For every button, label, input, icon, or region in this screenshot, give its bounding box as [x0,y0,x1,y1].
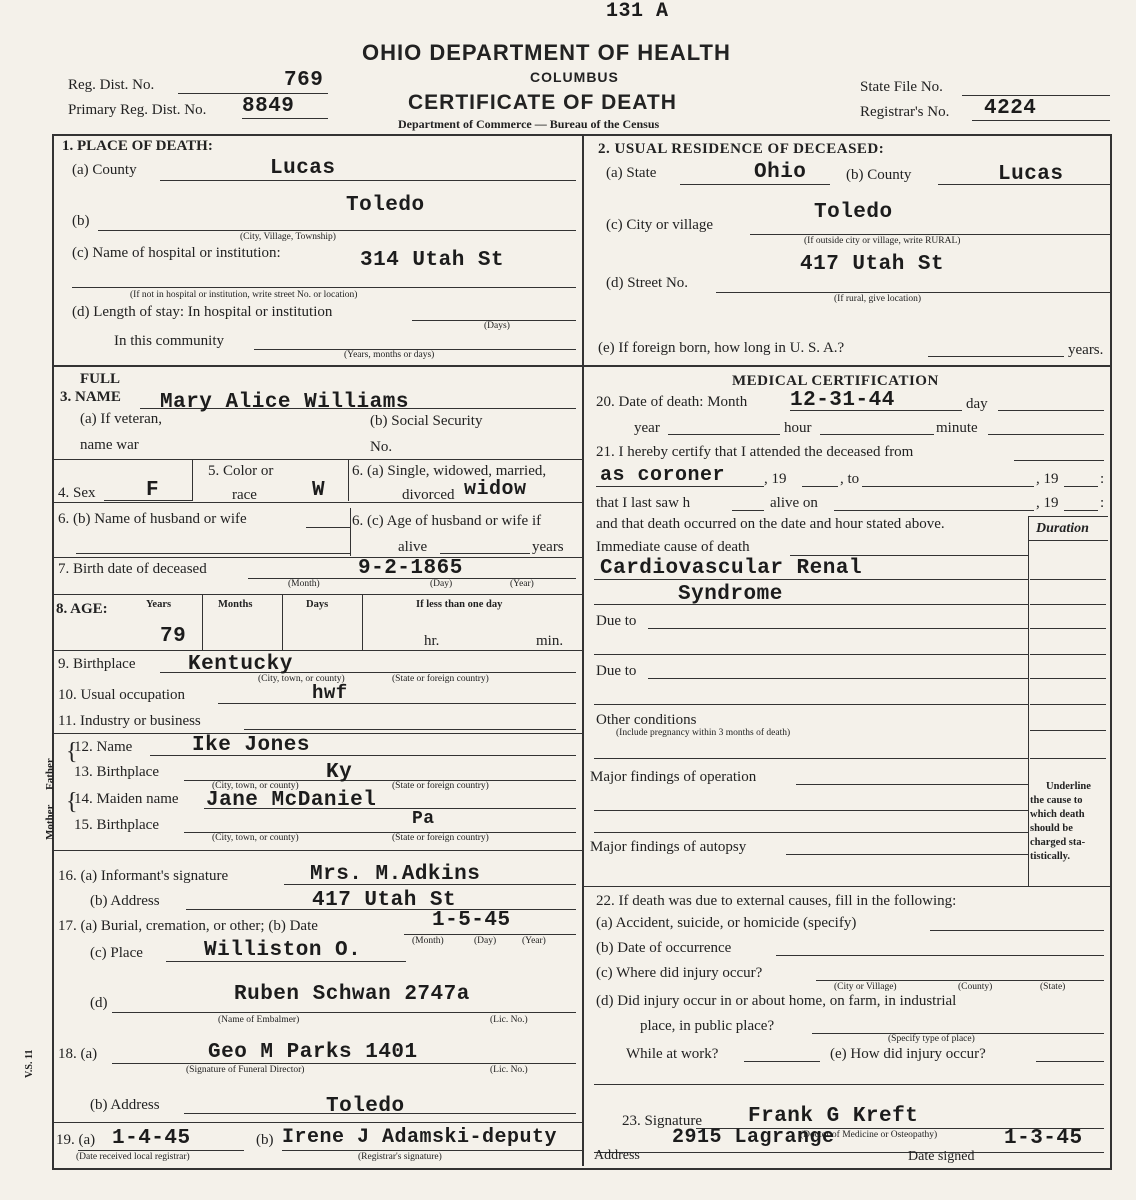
physician-signature-value: Frank G Kreft [748,1105,919,1128]
color-label: 5. Color or [208,463,274,479]
physician-address-label: Address [594,1148,640,1163]
how-injury-label: (e) How did injury occur? [830,1046,986,1062]
underline-note-6: tistically. [1030,851,1070,862]
informant-value: Mrs. M.Adkins [310,863,481,886]
age-years-head: Years [146,599,172,610]
injury-specify-note: (Specify type of place) [888,1034,975,1044]
injury-public-label: place, in public place? [640,1018,775,1034]
primary-reg-value: 8849 [242,95,295,118]
doctor-note: (Doctor of Medicine or Osteopathy) [800,1130,938,1140]
veteran-label: (a) If veteran, [80,411,163,427]
hr-label: hr. [424,633,440,649]
director-address-label: (b) Address [90,1097,160,1113]
embalmer-d-label: (d) [90,995,108,1011]
age-months-head: Months [218,599,253,610]
certify-19-a: , 19 [764,471,787,487]
injury-city-note: (City or Village) [834,982,897,992]
director-lic-note: (Lic. No.) [490,1065,528,1075]
birthplace-city-note: (City, town, or county) [258,674,345,684]
registrars-no-label: Registrar's No. [860,104,950,120]
birth-month-note: (Month) [288,579,320,589]
form-number: 131 A [606,0,669,23]
occurred-label: and that death occurred on the date and hour stated above. [596,516,945,532]
mother-birthplace-label: 15. Birthplace [74,817,159,833]
res-street-note: (If rural, give location) [834,294,922,304]
pod-stay-label: (d) Length of stay: In hospital or institution [72,304,333,320]
father-bp-city-note: (City, town, or county) [212,781,299,791]
pod-community-label: In this community [114,333,224,349]
occupation-value: hwf [312,682,348,704]
physician-address-value: 2915 Lagrange [672,1126,835,1149]
department-city: COLUMBUS [530,69,619,85]
burial-label: 17. (a) Burial, cremation, or other; (b) Date [58,918,318,934]
date-signed-label: Date signed [908,1149,975,1164]
deceased-name-value: Mary Alice Williams [160,391,409,414]
accident-label: (a) Accident, suicide, or homicide (specify) [596,915,857,931]
primary-reg-label: Primary Reg. Dist. No. [68,102,207,118]
age-less-head: If less than one day [416,599,503,610]
burial-day-note: (Day) [474,936,497,946]
spouse-age-label: 6. (c) Age of husband or wife if [352,513,542,529]
certify-value: as coroner [600,464,726,487]
res-city-value: Toledo [814,201,893,224]
date-signed-value: 1-3-45 [1004,1127,1083,1150]
divorced-label: divorced [402,487,455,503]
race-value: W [312,479,326,502]
director-note: (Signature of Funeral Director) [186,1065,305,1075]
birthplace-value: Kentucky [188,653,293,676]
medical-heading: MEDICAL CERTIFICATION [732,373,939,389]
birth-year-note: (Year) [510,579,534,589]
underline-note-5: charged sta- [1030,837,1086,848]
pod-hospital-value: 314 Utah St [360,249,505,272]
spouse-name-label: 6. (b) Name of husband or wife [58,511,247,527]
death-certificate: 131 A OHIO DEPARTMENT OF HEALTH COLUMBUS CERTIFICATE OF DEATH Department of Commerce — Bureau of the Census Reg. Dist. No. 769 Primary Reg. Dist. No. 8849 State File No. Registrar's No. 4224 1. PLACE OF DEATH: (a) County Lucas Toledo (b) (City, Village, Township) (c) Name of hospital or institution: 314 Utah St (If not in hospital or institution, write street No. or location) (d) Length of stay: In hospital or institution (Days) In this community (Years, months or days) 2. USUAL RESIDENCE OF DECEASED: (a) State Ohio (b) County Lucas (c) City or village Toledo (If outside city or village, write RURAL) 417 Utah St (d) Street No. (If rural, give location) (e) If foreign born, how long in U. S. A.? years. FULL 3. NAME Mary Alice Williams (a) If veteran, name war (b) Social Security No. 4. Sex F 5. Color or race W 6. (a) Single, widowed, married, divorced widow 6. (b) Name of husband or wife 6. (c) Age of husband or wife if alive years 7. Birth date of deceased 9-2-1865 (Month) (Day) (Year) 8. AGE: Years Months Days If less than one day 79 hr. min. 9. Birthplace Kentucky (City, town, or county) (State or foreign country) 10. Usual occupation hwf 11. Industry or business Father Mother { { 12. Name Ike Jones 13. Birthplace Ky (City, town, or county) (State or foreign country) 14. Maiden name Jane McDaniel 15. Birthplace Pa (City, town, or county) (State or foreign country) 16. (a) Informant's signature Mrs. M.Adkins (b) Address 417 Utah St 17. (a) Burial, cremation, or other; (b) Date 1-5-45 (Month) (Day) (Year) (c) Place Williston O. (d) Ruben Schwan 2747a (Name of Embalmer) (Lic. No.) 18. (a) Geo M Parks 1401 (Signature of Funeral Director) (Lic. No.) (b) Address Toledo 19. (a) 1-4-45 (Date received local registrar) (b) Irene J Adamski-deputy (Registrar's signature) V.S. 11 MEDICAL CERTIFICATION 20. Date of death: Month 12-31-44 day year hour minute 21. I hereby certify that I attended the deceased from as coroner , 19 , to , 19 : that I last saw h alive on , 19 : and that death occurred on the date and hour stated above. Duration Immediate cause of death Cardiovascular Renal Syndrome Due to Due to Other conditions (Include pregnancy within 3 months of death) Major findings of operation Major findings of autopsy Underline the cause to which death should be charged sta- tistically. 22. If death was due to external causes, fill in the following: (a) Accident, suicide, or homicide (specify) (b) Date of occurrence (c) Where did injury occur? (City or Village) (County) (State) (d) Did injury occur in or about home, on farm, in industrial place, in public place? (Specify type of place) While at work? (e) How did injury occur? 23. Signature Frank G Kreft (Doctor of Medicine or Osteopathy) 2915 Lagrange Address 1-3-45 Date signed [0,0,1136,1200]
father-birthplace-label: 13. Birthplace [74,764,159,780]
name-war-label: name war [80,437,139,453]
cause-line-2: Syndrome [678,583,783,606]
death-date-label: 20. Date of death: Month [596,394,748,410]
industry-label: 11. Industry or business [58,713,201,729]
director-value: Geo M Parks 1401 [208,1041,418,1064]
marital-label: 6. (a) Single, widowed, married, [352,463,547,479]
certify-label: 21. I hereby certify that I attended the deceased from [596,444,914,460]
sex-value: F [146,479,160,502]
director-address-value: Toledo [326,1095,405,1118]
res-street-label: (d) Street No. [606,275,689,291]
res-county-label: (b) County [846,167,912,183]
mother-side-label: Mother [44,804,56,840]
sex-label: 4. Sex [58,485,96,501]
occupation-label: 10. Usual occupation [58,687,186,703]
autopsy-findings-label: Major findings of autopsy [590,839,747,855]
father-name-label: 12. Name [74,739,133,755]
embalmer-value: Ruben Schwan 2747a [234,983,470,1006]
res-foreign-label: (e) If foreign born, how long in U. S. A.? [598,340,845,356]
pod-b-label: (b) [72,213,90,229]
alive-label: alive [398,539,428,555]
registrar-signature-note: (Registrar's signature) [358,1152,442,1162]
bureau-subtitle: Department of Commerce — Bureau of the Census [398,117,660,131]
pod-city-value: Toledo [346,194,425,217]
signature-label: 23. Signature [622,1113,702,1129]
ss-no-label: No. [370,439,393,455]
burial-year-note: (Year) [522,936,546,946]
cause-line-1: Cardiovascular Renal [600,557,863,580]
embalmer-note: (Name of Embalmer) [218,1015,300,1025]
department-title: OHIO DEPARTMENT OF HEALTH [362,40,731,65]
age-value: 79 [160,625,187,648]
date-received-note: (Date received local registrar) [76,1152,190,1162]
injury-state-note: (State) [1040,982,1066,992]
birthplace-state-note: (State or foreign country) [392,674,489,684]
race-label: race [232,487,257,503]
father-birthplace-value: Ky [326,761,353,784]
name-label: 3. NAME [60,389,121,405]
injury-home-label: (d) Did injury occur in or about home, on farm, in industrial [596,993,957,1009]
father-side-label: Father [44,758,56,790]
social-security-label: (b) Social Security [370,413,483,429]
pod-city-note: (City, Village, Township) [240,232,336,242]
operation-findings-label: Major findings of operation [590,769,757,785]
form-code: V.S. 11 [24,1049,35,1078]
birth-day-note: (Day) [430,579,453,589]
registrar-b-label: (b) [256,1132,274,1148]
res-city-label: (c) City or village [606,217,714,233]
burial-month-note: (Month) [412,936,444,946]
death-date-value: 12-31-44 [790,389,895,412]
certify-19-b: , 19 [1036,471,1059,487]
external-causes-label: 22. If death was due to external causes, fill in the following: [596,893,957,909]
pod-county-label: (a) County [72,162,137,178]
center-divider [582,136,584,1166]
pod-community-note: (Years, months or days) [344,350,435,360]
maiden-name-label: 14. Maiden name [74,791,179,807]
injury-county-note: (County) [958,982,993,992]
pod-hospital-note: (If not in hospital or institution, write street No. or location) [130,290,358,300]
while-at-work-label: While at work? [626,1046,719,1062]
immediate-cause-label: Immediate cause of death [596,539,750,555]
other-conditions-label: Other conditions [596,712,697,728]
mother-birthplace-value: Pa [412,809,435,829]
due-to-2-label: Due to [596,663,637,679]
burial-place-value: Williston O. [204,939,362,962]
age-label: 8. AGE: [56,601,108,617]
father-name-value: Ike Jones [192,734,310,757]
informant-label: 16. (a) Informant's signature [58,868,229,884]
birth-date-label: 7. Birth date of deceased [58,561,207,577]
birth-date-value: 9-2-1865 [358,557,463,580]
full-label: FULL [80,371,121,387]
res-street-value: 417 Utah St [800,253,945,276]
death-hour-label: hour [784,420,812,436]
state-file-label: State File No. [860,79,943,95]
last-saw-label: that I last saw h [596,495,691,511]
residence-heading: 2. USUAL RESIDENCE OF DECEASED: [598,141,885,157]
pod-county-value: Lucas [270,157,336,180]
pod-days-note: (Days) [484,321,510,331]
underline-note-1: Underline [1046,781,1091,792]
informant-address-label: (b) Address [90,893,160,909]
informant-address-value: 417 Utah St [312,889,457,912]
reg-dist-value: 769 [284,69,324,92]
alive-on-label: alive on [770,495,818,511]
father-bp-state-note: (State or foreign country) [392,781,489,791]
age-days-head: Days [306,599,329,610]
marital-value: widow [464,478,527,501]
birthplace-label: 9. Birthplace [58,656,136,672]
duration-label: Duration [1036,521,1089,536]
res-years-label: years. [1068,342,1104,358]
registrars-no-value: 4224 [984,97,1037,120]
pod-hospital-label: (c) Name of hospital or institution: [72,245,281,261]
underline-note-4: should be [1030,823,1073,834]
mother-bp-city-note: (City, town, or county) [212,833,299,843]
maiden-name-value: Jane McDaniel [206,789,377,812]
occurrence-date-label: (b) Date of occurrence [596,940,732,956]
mother-bp-state-note: (State or foreign country) [392,833,489,843]
min-label: min. [536,633,564,649]
place-of-death-heading: 1. PLACE OF DEATH: [62,138,213,154]
underline-note-2: the cause to [1030,795,1083,806]
other-conditions-note: (Include pregnancy within 3 months of death) [616,728,791,738]
death-day-label: day [966,396,988,412]
embalmer-lic-note: (Lic. No.) [490,1015,528,1025]
res-county-value: Lucas [998,163,1064,186]
due-to-1-label: Due to [596,613,637,629]
death-year-label: year [634,420,660,436]
spouse-years-label: years [532,539,564,555]
certify-to-label: , to [840,471,860,487]
burial-place-label: (c) Place [90,945,143,961]
certificate-title: CERTIFICATE OF DEATH [408,91,677,114]
underline-note-3: which death [1030,809,1085,820]
death-minute-label: minute [936,420,978,436]
registrar-signature-value: Irene J Adamski-deputy [282,1126,558,1149]
res-city-note: (If outside city or village, write RURAL) [804,236,961,246]
registrar-date-label: 19. (a) [56,1132,96,1148]
reg-dist-label: Reg. Dist. No. [68,77,155,93]
burial-date-value: 1-5-45 [432,909,511,932]
res-state-label: (a) State [606,165,657,181]
director-label: 18. (a) [58,1046,98,1062]
last-saw-19: , 19 [1036,495,1059,511]
registrar-date-value: 1-4-45 [112,1127,191,1150]
res-state-value: Ohio [754,161,807,184]
injury-where-label: (c) Where did injury occur? [596,965,763,981]
